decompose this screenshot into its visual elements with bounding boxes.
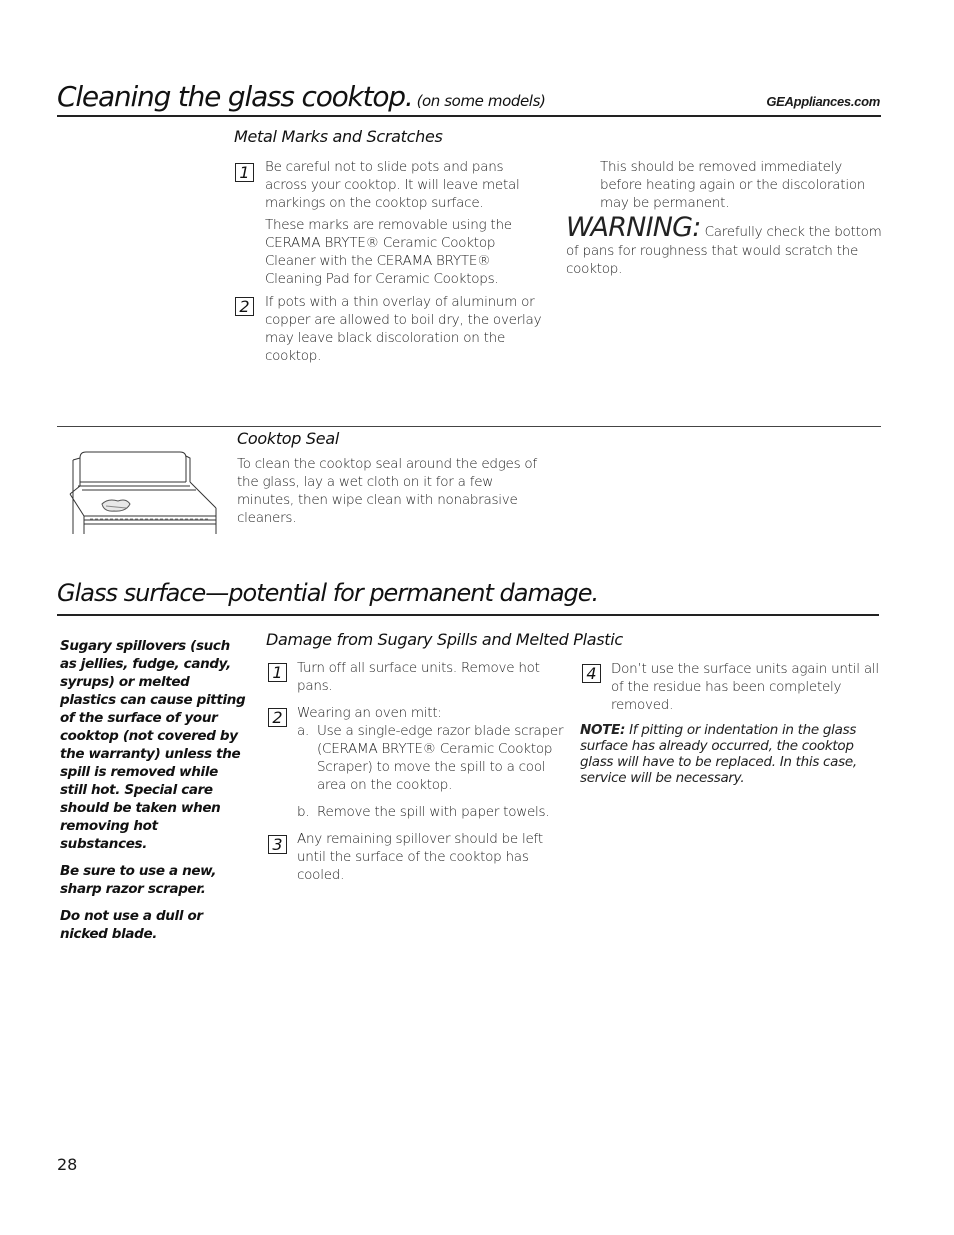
glass-surface-rule: [57, 614, 879, 616]
damage-step3-number: 3: [268, 835, 287, 854]
range-illustration: [68, 446, 220, 534]
section-divider: [57, 426, 881, 427]
header-rule: [57, 115, 881, 117]
range-drawing: [68, 446, 220, 534]
sidebar-para-1: Sugary spillovers (such as jellies, fudge, candy, syrups) or melted plastics can cause pitting of the surface of your cooktop (not covered by the warranty) unless the spill is removed while still hot. Special care should be taken when removing hot substances.: [60, 638, 246, 852]
glass-surface-title: Glass surface—potential for permanent damage.: [57, 579, 599, 607]
warning-label: WARNING:: [566, 212, 701, 243]
damage-step1-text: Turn off all surface units. Remove hot pans.: [297, 660, 540, 694]
page-title-text: Cleaning the glass cooktop.: [57, 80, 413, 113]
damage-step2-number: 2: [268, 708, 287, 727]
page-title-note: (on some models): [416, 92, 546, 110]
metal-step1-text: [265, 158, 547, 292]
warning-text: Carefully check the bottom of pans for roughness that would scratch the cooktop.: [566, 224, 882, 277]
damage-step2-text: Wearing an oven mitt:: [297, 705, 442, 721]
page-title: [57, 80, 545, 113]
note-text: If pitting or indentation in the glass surface has already occurred, the cooktop glass will have to be replaced. In this case, service will be necessary.: [580, 722, 857, 786]
cooktop-seal-text: To clean the cooktop seal around the edges of the glass, lay a wet cloth on it for a few minutes, then wipe clean with nonabrasive cleaners.: [237, 456, 537, 526]
page-number: 28: [57, 1155, 78, 1174]
website-link[interactable]: GEAppliances.com: [766, 94, 880, 109]
damage-step2a-label: a.: [297, 723, 310, 739]
metal-marks-heading: Metal Marks and Scratches: [234, 127, 443, 146]
sidebar-para-2: Be sure to use a new, sharp razor scraper.: [60, 863, 217, 897]
damage-step1-number: 1: [268, 663, 287, 682]
damage-step2b-label: b.: [297, 804, 310, 820]
damage-note: [580, 722, 870, 786]
damage-step4-text: Don’t use the surface units again until all of the residue has been completely removed.: [611, 661, 879, 713]
metal-step1-number: 1: [235, 163, 254, 182]
note-label: NOTE:: [580, 722, 626, 738]
sidebar-para-3: Do not use a dull or nicked blade.: [60, 908, 203, 942]
damage-heading: Damage from Sugary Spills and Melted Plastic: [266, 630, 623, 649]
metal-step2-number: 2: [235, 297, 254, 316]
sidebar-warning: [60, 637, 246, 952]
damage-step4-number: 4: [582, 664, 601, 683]
metal-step1-para1: Be careful not to slide pots and pans across your cooktop. It will leave metal markings on the cooktop surface.: [265, 159, 520, 211]
cooktop-seal-heading: Cooktop Seal: [237, 429, 339, 448]
metal-continued-text: This should be removed immediately before heating again or the discoloration may be permanent.: [600, 159, 866, 211]
warning-block: [566, 214, 882, 278]
metal-step2-text: If pots with a thin overlay of aluminum or copper are allowed to boil dry, the overlay may leave black discoloration on the cooktop.: [265, 294, 542, 364]
metal-step1-para2: These marks are removable using the CERAMA BRYTE® Ceramic Cooktop Cleaner with the CERAMA BRYTE® Cleaning Pad for Ceramic Cooktops.: [265, 217, 512, 287]
damage-step2b-text: Remove the spill with paper towels.: [317, 804, 550, 820]
damage-step3-text: Any remaining spillover should be left until the surface of the cooktop has cooled.: [297, 831, 543, 883]
damage-step2a-text: Use a single-edge razor blade scraper (CERAMA BRYTE® Ceramic Cooktop Scraper) to move the spill to a cool area on the cooktop.: [317, 723, 564, 793]
